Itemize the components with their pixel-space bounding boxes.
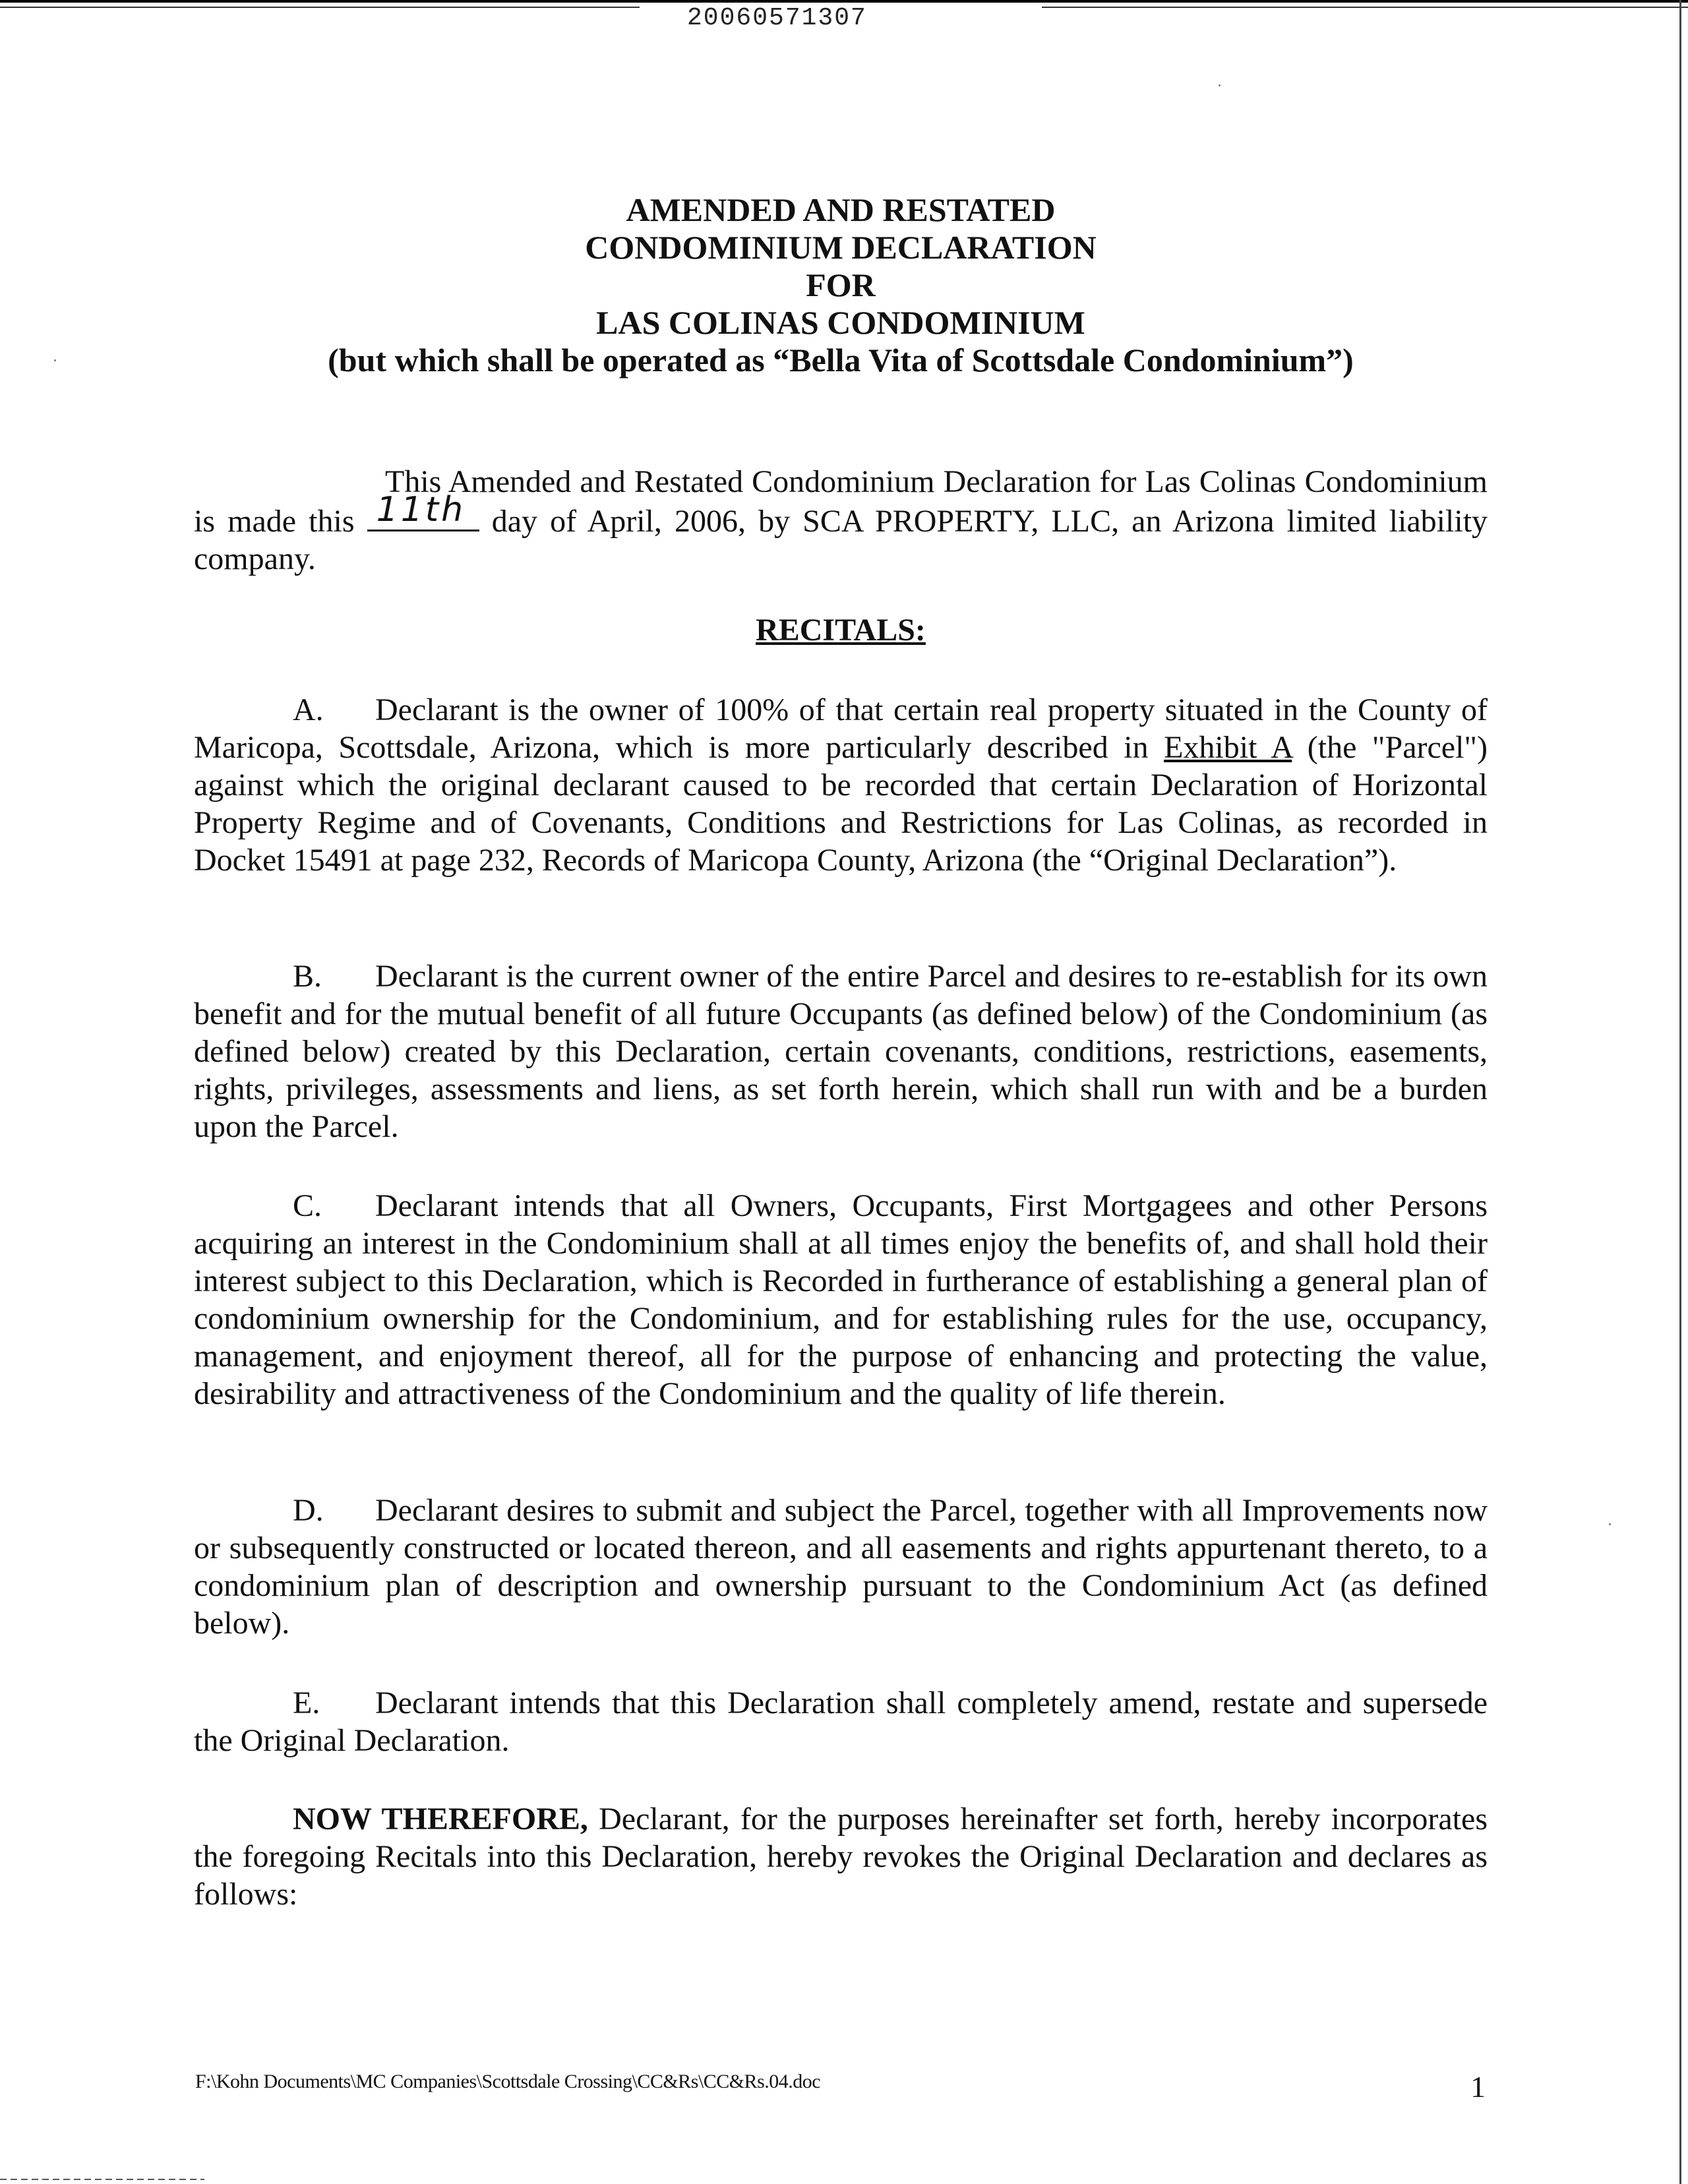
scan-speck: [1219, 84, 1221, 86]
page-number: 1: [1470, 2070, 1486, 2104]
recital-text: Declarant intends that all Owners, Occupants, First Mortgagees and other Persons acquiring an interest in the Condominium shall at all times enjoy the benefits of, and shall hold their interest subject to this Declaration, which is Recorded in furtherance of establishing a general plan of condominium ownership for the Condominium, and for establishing rules for the use, occupancy, management, and enjoyment thereof, all for the purpose of enhancing and protecting the value, desirability and attractiveness of the Condominium and the quality of life therein.: [194, 1188, 1488, 1411]
recital-text: Declarant desires to submit and subject the Parcel, together with all Improvements now or subsequently constructed or located thereon, and all easements and rights appurtenant thereto, to a condominium plan of description and ownership pursuant to the Condominium Act (as defined below).: [194, 1493, 1488, 1641]
intro-paragraph: [194, 463, 1488, 578]
scan-dashes: [0, 2179, 204, 2180]
recitals-heading: RECITALS:: [756, 613, 926, 648]
now-therefore-text: Declarant, for the purposes hereinafter set forth, hereby incorporates the foregoing Recitals into this Declaration, hereby revokes the Original Declaration and declares as follows:: [194, 1802, 1488, 1912]
scan-rule-right: [1042, 7, 1688, 8]
footer-file-path: F:\Kohn Documents\MC Companies\Scottsdale Crossing\CC&Rs\CC&Rs.04.doc: [195, 2071, 821, 2092]
title-line: FOR: [806, 266, 876, 303]
recital-label: A.: [293, 692, 324, 727]
recital-text: Declarant is the owner of 100% of that certain real property situated in the County of Maricopa, Scottsdale, Arizona, which is more particularly described in: [194, 692, 1488, 765]
recital-text: (the "Parcel") against which the original declarant caused to be recorded that certain Declaration of Horizontal Property Regime and of Covenants, Conditions and Restrictions for Las Colinas, as recorded in Docket 15491 at page 232, Records of Maricopa County, Arizona (the “Original Declaration”).: [194, 730, 1488, 878]
now-therefore-paragraph: [194, 1800, 1488, 1913]
recital-a: [194, 691, 1488, 879]
now-therefore-lead: NOW THEREFORE,: [293, 1802, 588, 1836]
recital-b: [194, 957, 1488, 1145]
title-line: LAS COLINAS CONDOMINIUM: [596, 304, 1085, 341]
recital-label: B.: [293, 959, 322, 994]
intro-text-start: This Amended and Restated Condominium Declaration for Las Colinas Condominium is made this: [194, 464, 1488, 539]
handwritten-day: 11th: [376, 490, 466, 530]
title-subtitle: (but which shall be operated as “Bella Vita of Scottsdale Condominium”): [328, 342, 1354, 379]
recital-text: Declarant is the current owner of the entire Parcel and desires to re-establish for its own benefit and for the mutual benefit of all future Occupants (as defined below) of the Condominium (as defined below) created by this Declaration, certain covenants, conditions, restrictions, easements, rights, privileges, assessments and liens, as set forth herein, which shall run with and be a burden upon the Parcel.: [194, 959, 1488, 1144]
recital-c: [194, 1187, 1488, 1412]
intro-text-end: day of April, 2006, by SCA PROPERTY, LLC, an Arizona limited liability company.: [194, 504, 1488, 576]
scan-edge-right: [1679, 0, 1681, 2184]
scan-border-top: [0, 0, 1688, 3]
title-line: CONDOMINIUM DECLARATION: [585, 229, 1097, 266]
recital-label: C.: [293, 1188, 322, 1223]
scan-speck: [1609, 1523, 1611, 1525]
day-blank-line: [367, 490, 479, 531]
recording-stamp-number: 20060571307: [687, 4, 867, 32]
recital-label: E.: [293, 1685, 320, 1720]
scan-speck: [54, 359, 56, 361]
recital-text: Declarant intends that this Declaration shall completely amend, restate and supersede the Original Declaration.: [194, 1685, 1488, 1758]
title-line: AMENDED AND RESTATED: [626, 191, 1056, 228]
recital-e: [194, 1684, 1488, 1759]
document-title: [191, 191, 1490, 379]
recital-label: D.: [293, 1493, 324, 1528]
exhibit-a-reference: Exhibit A: [1164, 730, 1292, 765]
scan-rule-left: [0, 7, 640, 8]
recital-d: [194, 1492, 1488, 1642]
